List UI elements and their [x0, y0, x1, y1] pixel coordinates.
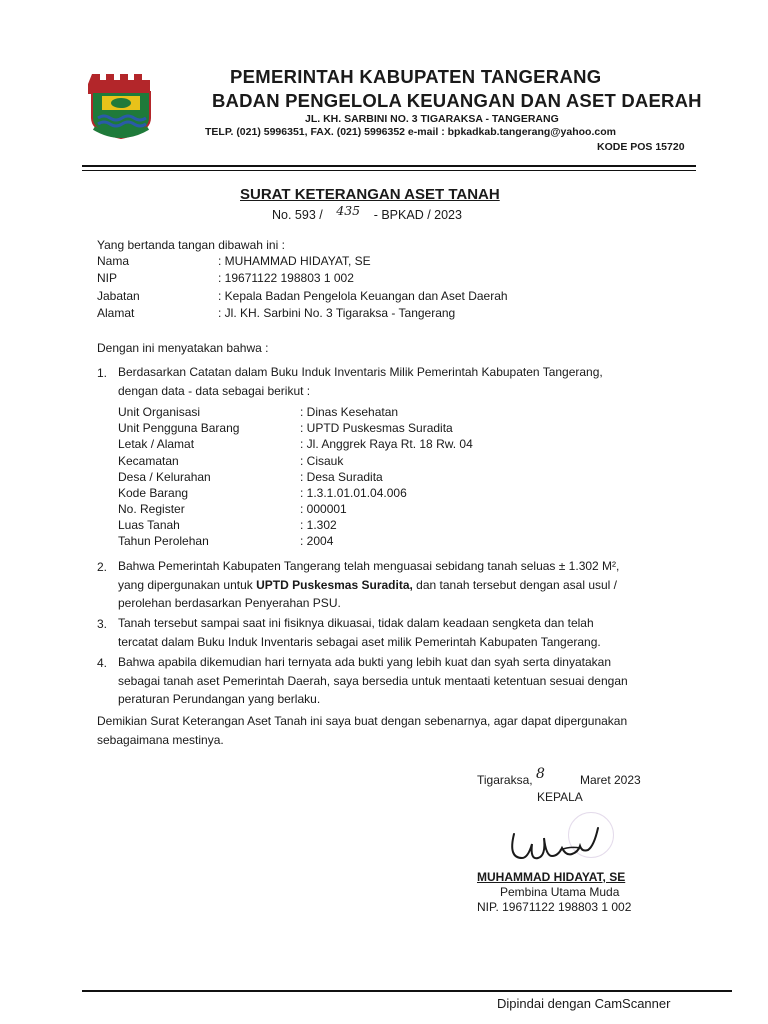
- field-value-nama: : MUHAMMAD HIDAYAT, SE: [218, 254, 371, 268]
- number-handwritten: 435: [336, 203, 361, 218]
- intro-text: Yang bertanda tangan dibawah ini :: [97, 238, 285, 252]
- asset-value: : 2004: [300, 534, 334, 548]
- asset-label: Luas Tanah: [118, 518, 180, 532]
- field-label-jabatan: Jabatan: [97, 289, 140, 303]
- asset-value: : 1.302: [300, 518, 337, 532]
- footer-divider: [82, 990, 732, 992]
- point4-line: Bahwa apabila dikemudian hari ternyata ada bukti yang lebih kuat dan syah serta dinyatakan: [118, 655, 611, 669]
- point2-text: [118, 557, 619, 613]
- point4-line: sebagai tanah aset Pemerintah Daerah, saya bersedia untuk mentaati ketentuan sesuai dengan: [118, 673, 628, 688]
- asset-label: Unit Organisasi: [118, 405, 201, 419]
- point3-text: [118, 614, 601, 651]
- asset-value: : Cisauk: [300, 454, 344, 468]
- signature-day: 8: [536, 766, 545, 782]
- signer-name: MUHAMMAD HIDAYAT, SE: [477, 870, 626, 884]
- asset-value: : Dinas Kesehatan: [300, 405, 399, 419]
- point1-line: Berdasarkan Catatan dalam Buku Induk Inventaris Milik Pemerintah Kabupaten Tangerang,: [118, 365, 603, 379]
- asset-value: : Jl. Anggrek Raya Rt. 18 Rw. 04: [300, 437, 473, 451]
- field-value-alamat: : Jl. KH. Sarbini No. 3 Tigaraksa - Tangerang: [218, 306, 456, 320]
- point4-text: [118, 653, 628, 709]
- document-title: SURAT KETERANGAN ASET TANAH: [240, 186, 500, 203]
- asset-label: Kecamatan: [118, 454, 179, 468]
- asset-value: : Desa Suradita: [300, 470, 383, 484]
- field-value-jabatan: : Kepala Badan Pengelola Keuangan dan Aset Daerah: [218, 289, 508, 303]
- signature-month-year: Maret 2023: [580, 773, 641, 787]
- handwritten-signature: [500, 820, 610, 870]
- signer-rank: Pembina Utama Muda: [500, 885, 620, 899]
- point4-line: peraturan Perundangan yang berlaku.: [118, 692, 321, 706]
- asset-label: No. Register: [118, 502, 185, 516]
- signature-position: KEPALA: [537, 790, 583, 804]
- field-label-nip: NIP: [97, 271, 118, 285]
- point1-line: dengan data - data sebagai berikut :: [118, 383, 311, 398]
- point3-number: 3.: [97, 617, 108, 631]
- camscanner-footer: Dipindai dengan CamScanner: [497, 996, 671, 1011]
- closing-text: [97, 712, 627, 749]
- header-contact: TELP. (021) 5996351, FAX. (021) 5996352 e-mail : bpkadkab.tangerang@yahoo.com: [205, 126, 616, 138]
- document-number: [272, 203, 462, 222]
- header-address: JL. KH. SARBINI NO. 3 TIGARAKSA - TANGERANG: [305, 113, 559, 125]
- header-line2: BADAN PENGELOLA KEUANGAN DAN ASET DAERAH: [212, 90, 702, 111]
- closing-line: Demikian Surat Keterangan Aset Tanah ini saya buat dengan sebenarnya, agar dapat dipergunakan: [97, 714, 628, 728]
- signer-nip: NIP. 19671122 198803 1 002: [477, 900, 632, 914]
- number-prefix: No. 593 /: [272, 208, 323, 222]
- asset-value: : 000001: [300, 502, 347, 516]
- header-postal-code: KODE POS 15720: [597, 141, 685, 153]
- asset-label: Kode Barang: [118, 486, 189, 500]
- point1-number: 1.: [97, 366, 108, 380]
- asset-value: : UPTD Puskesmas Suradita: [300, 421, 453, 435]
- field-value-nip: : 19671122 198803 1 002: [218, 271, 354, 285]
- point2-line: yang dipergunakan untuk UPTD Puskesmas Suradita, dan tanah tersebut dengan asal usul /: [118, 577, 617, 592]
- asset-label: Tahun Perolehan: [118, 534, 209, 548]
- header-divider-thin: [82, 170, 696, 171]
- signature-place: Tigaraksa,: [477, 773, 533, 787]
- point2-line: perolehan berdasarkan Penyerahan PSU.: [118, 596, 341, 610]
- asset-label: Unit Pengguna Barang: [118, 421, 240, 435]
- field-label-nama: Nama: [97, 254, 130, 268]
- asset-label: Letak / Alamat: [118, 437, 195, 451]
- asset-label: Desa / Kelurahan: [118, 470, 211, 484]
- point3-line: tercatat dalam Buku Induk Inventaris sebagai aset milik Pemerintah Kabupaten Tangerang.: [118, 634, 601, 649]
- closing-line: sebagaimana mestinya.: [97, 732, 224, 747]
- field-label-alamat: Alamat: [97, 306, 135, 320]
- point2-number: 2.: [97, 560, 108, 574]
- header-divider-thick: [82, 165, 696, 167]
- point4-number: 4.: [97, 656, 108, 670]
- tangerang-emblem-logo: [88, 70, 154, 140]
- header-line1: PEMERINTAH KABUPATEN TANGERANG: [230, 66, 602, 87]
- number-suffix: - BPKAD / 2023: [373, 208, 462, 222]
- point1-text: [118, 363, 603, 400]
- point3-line: Tanah tersebut sampai saat ini fisiknya dikuasai, tidak dalam keadaan sengketa dan telah: [118, 616, 594, 630]
- asset-value: : 1.3.1.01.01.04.006: [300, 486, 407, 500]
- point2-line: Bahwa Pemerintah Kabupaten Tangerang telah menguasai sebidang tanah seluas ± 1.302 M²,: [118, 559, 620, 573]
- statement-intro: Dengan ini menyatakan bahwa :: [97, 341, 269, 355]
